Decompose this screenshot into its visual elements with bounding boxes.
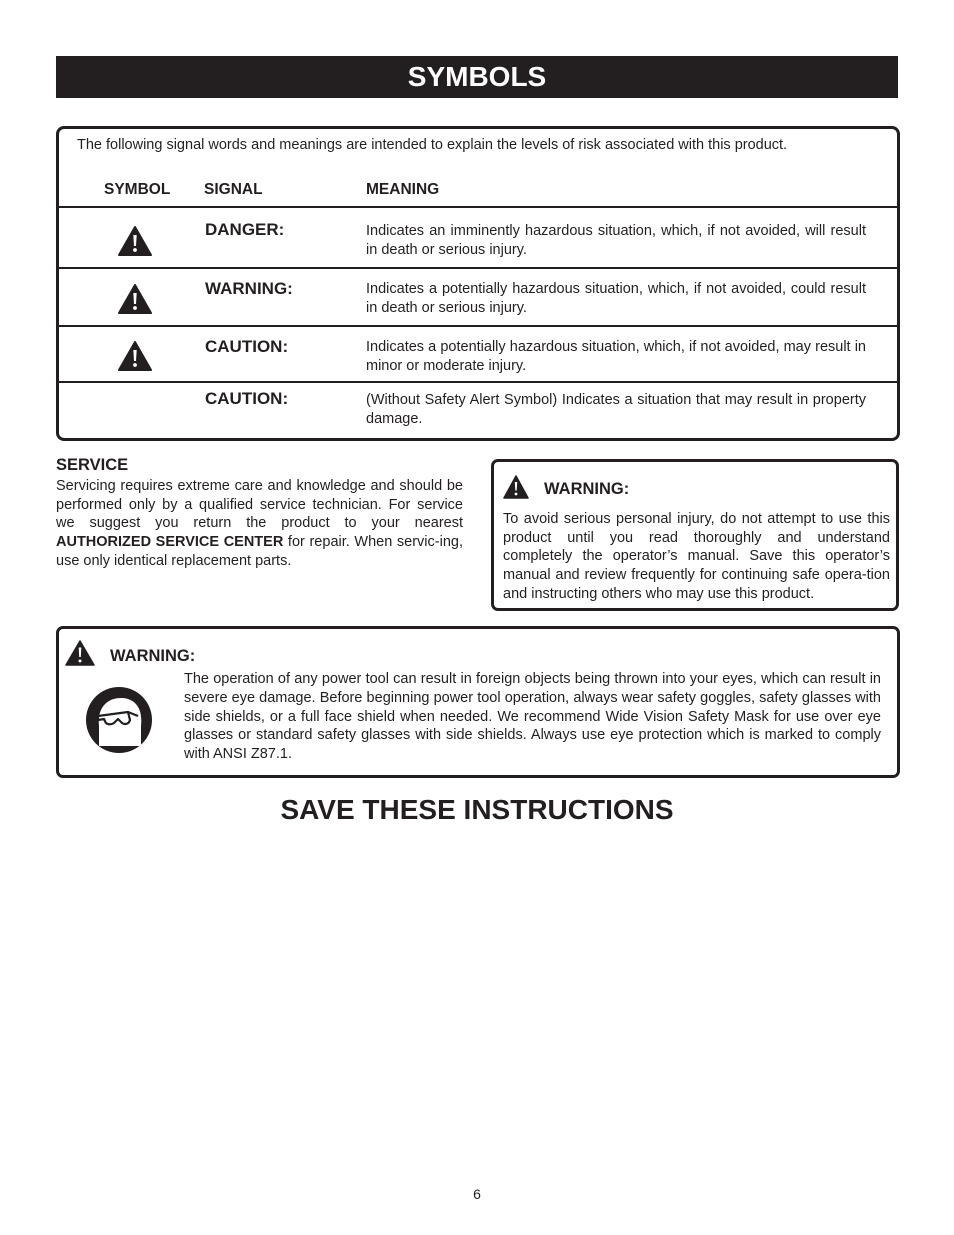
eye-warning-title: WARNING: xyxy=(110,647,196,665)
service-body xyxy=(56,477,463,571)
symbol-row-caution xyxy=(59,325,897,381)
service-center-emphasis: AUTHORIZED SERVICE CENTER xyxy=(56,534,284,551)
symbols-intro: The following signal words and meanings are intended to explain the levels of risk associated with this product. xyxy=(77,137,788,153)
signal-caution-no-symbol: CAUTION: xyxy=(205,389,289,408)
header-signal: SIGNAL xyxy=(204,181,263,198)
meaning-caution: Indicates a potentially hazardous situation, which, if not avoided, may result in minor or moderate injury. xyxy=(366,339,866,374)
warning-triangle-icon xyxy=(117,340,153,372)
warning-triangle-icon xyxy=(503,475,529,499)
save-instructions-heading: SAVE THESE INSTRUCTIONS xyxy=(280,794,674,825)
symbol-row-warning xyxy=(59,267,897,325)
symbols-table xyxy=(56,126,900,441)
warning-triangle-icon xyxy=(65,640,95,666)
meaning-caution-no-symbol: (Without Safety Alert Symbol) Indicates a situation that may result in property damage. xyxy=(366,392,866,427)
safety-glasses-icon xyxy=(85,686,153,754)
warning-triangle-icon xyxy=(117,283,153,315)
service-title: SERVICE xyxy=(56,456,129,474)
manual-warning-title: WARNING: xyxy=(544,480,630,498)
eye-warning-body: The operation of any power tool can result in foreign objects being thrown into your eyes, which can result in severe eye damage. Before beginning power tool operation, always wear safety goggles, safety glasses with side shields, or a full face shield when needed. We recommend Wide Vision Safety Mask for use over eye glasses or standard safety glasses with side shields. Always use eye protection which is marked to comply with ANSI Z87.1. xyxy=(184,671,881,763)
signal-caution: CAUTION: xyxy=(205,337,289,356)
symbol-row-danger xyxy=(59,206,897,267)
service-body-text-end: for repair. When servic-ing, use only identical replacement parts. xyxy=(56,534,463,569)
warning-triangle-icon xyxy=(117,225,153,257)
signal-warning: WARNING: xyxy=(205,279,293,298)
eye-warning-box xyxy=(56,626,900,778)
header-symbol: SYMBOL xyxy=(104,181,171,198)
manual-warning-body: To avoid serious personal injury, do not attempt to use this product until you read thoroughly and understand completely the operator’s manual. Save this operator’s manual and review frequently for continuing safe opera-tion and instructing others who may use this product. xyxy=(503,511,890,602)
meaning-danger: Indicates an imminently hazardous situation, which, if not avoided, will result in death or serious injury. xyxy=(366,223,866,258)
page-title: SYMBOLS xyxy=(56,56,898,98)
page-number: 6 xyxy=(473,1186,481,1202)
service-body-text: Servicing requires extreme care and knowledge and should be performed only by a qualified service technician. For service we suggest you return the product to your nearest xyxy=(56,478,463,532)
header-meaning: MEANING xyxy=(366,181,440,198)
meaning-warning: Indicates a potentially hazardous situation, which, if not avoided, could result in death or serious injury. xyxy=(366,281,866,316)
symbol-row-caution-no-symbol xyxy=(59,381,897,438)
signal-danger: DANGER: xyxy=(205,220,285,239)
manual-warning-box xyxy=(491,459,899,611)
